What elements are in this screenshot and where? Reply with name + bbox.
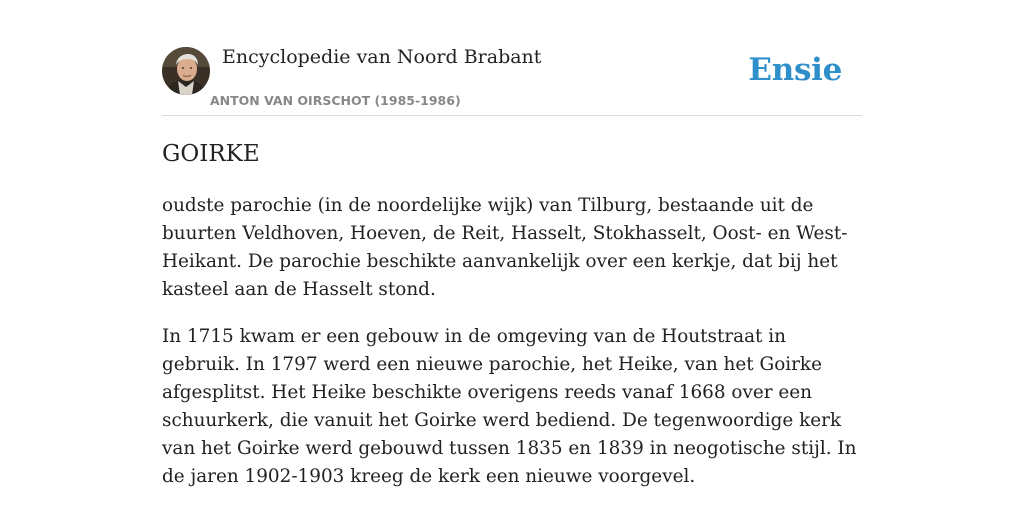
article-paragraph-1: oudste parochie (in de noordelijke wijk) van Tilburg, bestaande uit de buurten Veldhoven, Hoeven, de Reit, Hasselt, Stokhasselt, Oost- en West-Heikant. De parochie beschikte aanvankelijk over een kerkje, dat bij het kasteel aan de Hasselt stond. [162,195,848,300]
page-title: GOIRKE [162,141,260,167]
author-name[interactable]: ANTON VAN OIRSCHOT (1985-1986) [210,93,461,108]
site-title-link[interactable]: Encyclopedie van Noord Brabant [222,46,542,68]
page [162,0,862,512]
ensie-logo[interactable]: Ensie [748,52,842,88]
header [162,0,862,116]
article-paragraph-2: In 1715 kwam er een gebouw in de omgeving van de Houtstraat in gebruik. In 1797 werd een nieuwe parochie, het Heike, van het Goirke afgesplitst. Het Heike beschikte overigens reeds vanaf 1668 over een schuurkerk, die vanuit het Goirke werd bediend. De tegenwoordige kerk van het Goirke werd gebouwd tussen 1835 en 1839 in neogotische stijl. In de jaren 1902-1903 kreeg de kerk een nieuwe voorgevel. [162,326,857,487]
author-avatar[interactable] [162,47,210,95]
avatar-portrait-icon [162,47,210,95]
